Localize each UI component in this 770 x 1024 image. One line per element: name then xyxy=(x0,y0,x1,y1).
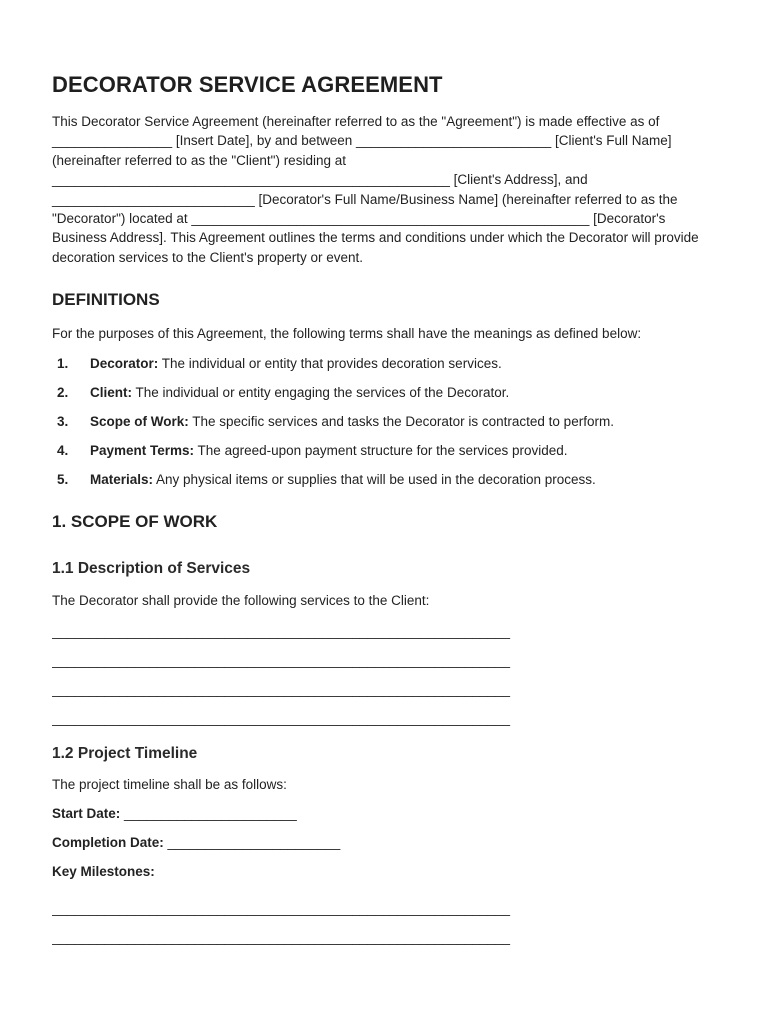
blank-line: _____________________________________________________________ xyxy=(52,930,510,946)
definition-number: 2. xyxy=(57,384,69,400)
completion-date-field: _______________________ xyxy=(163,835,341,851)
definition-item xyxy=(52,354,722,383)
definition-term: Materials: xyxy=(90,471,154,487)
timeline-fields xyxy=(52,804,722,891)
start-date-label: Start Date: xyxy=(52,806,121,822)
milestone-lines xyxy=(52,899,722,957)
definition-term: Client: xyxy=(90,384,132,400)
blank-line: _____________________________________________________________ xyxy=(52,653,510,669)
definition-item xyxy=(52,412,722,441)
definition-number: 4. xyxy=(57,442,69,458)
services-lines xyxy=(52,622,722,738)
definition-body xyxy=(90,441,568,460)
definition-text: The specific services and tasks the Decorator is contracted to perform. xyxy=(188,413,614,429)
definition-text: The agreed-upon payment structure for the services provided. xyxy=(194,442,568,458)
start-date-field: _______________________ xyxy=(120,806,297,822)
services-intro: The Decorator shall provide the following services to the Client: xyxy=(52,592,430,608)
definition-body xyxy=(90,470,596,489)
definition-text: The individual or entity engaging the services of the Decorator. xyxy=(132,384,510,400)
definition-text: Any physical items or supplies that will be used in the decoration process. xyxy=(153,471,596,487)
definition-text: The individual or entity that provides decoration services. xyxy=(158,355,502,371)
timeline-heading: 1.2 Project Timeline xyxy=(52,745,198,763)
blank-line: _____________________________________________________________ xyxy=(52,711,510,727)
definition-item xyxy=(52,470,722,499)
scope-heading: 1. SCOPE OF WORK xyxy=(52,511,218,531)
completion-date-label: Completion Date: xyxy=(52,835,164,851)
definition-number: 5. xyxy=(57,471,69,487)
document-title: DECORATOR SERVICE AGREEMENT xyxy=(52,72,443,97)
document-page xyxy=(52,70,722,957)
blank-line: _____________________________________________________________ xyxy=(52,624,510,640)
intro-paragraph: This Decorator Service Agreement (hereinafter referred to as the "Agreement") is made effective as of ________________ [Insert Date], by and between __________________________ [Client's Full Name] (hereinafter referred to as the "Client") residing at _____________________________________________________ [Client's Address], and ___________________________ [Decorator's Full Name/Business Name] (hereinafter referred to as the "Decorator") located at _____________________________________________________ [Decorator's Business Address]. This Agreement outlines the terms and conditions under which the Decorator will provide decoration services to the Client's property or event. xyxy=(52,114,699,265)
definition-term: Decorator: xyxy=(90,355,159,371)
definitions-list xyxy=(52,354,722,499)
services-heading: 1.1 Description of Services xyxy=(52,559,251,577)
milestones-row xyxy=(52,862,722,891)
definition-body xyxy=(90,412,614,431)
definition-body xyxy=(90,383,509,402)
definition-number: 1. xyxy=(57,355,69,371)
start-date-row xyxy=(52,804,722,833)
definition-body xyxy=(90,354,502,373)
definition-item xyxy=(52,441,722,470)
blank-line: _____________________________________________________________ xyxy=(52,901,510,917)
timeline-intro: The project timeline shall be as follows: xyxy=(52,777,287,793)
blank-line: _____________________________________________________________ xyxy=(52,682,510,698)
definitions-heading: DEFINITIONS xyxy=(52,290,160,310)
milestones-label: Key Milestones: xyxy=(52,864,155,880)
definition-term: Scope of Work: xyxy=(90,413,189,429)
completion-date-row xyxy=(52,833,722,862)
definitions-intro: For the purposes of this Agreement, the following terms shall have the meanings as defined below: xyxy=(52,326,642,342)
definition-term: Payment Terms: xyxy=(90,442,195,458)
definition-item xyxy=(52,383,722,412)
definition-number: 3. xyxy=(57,413,69,429)
